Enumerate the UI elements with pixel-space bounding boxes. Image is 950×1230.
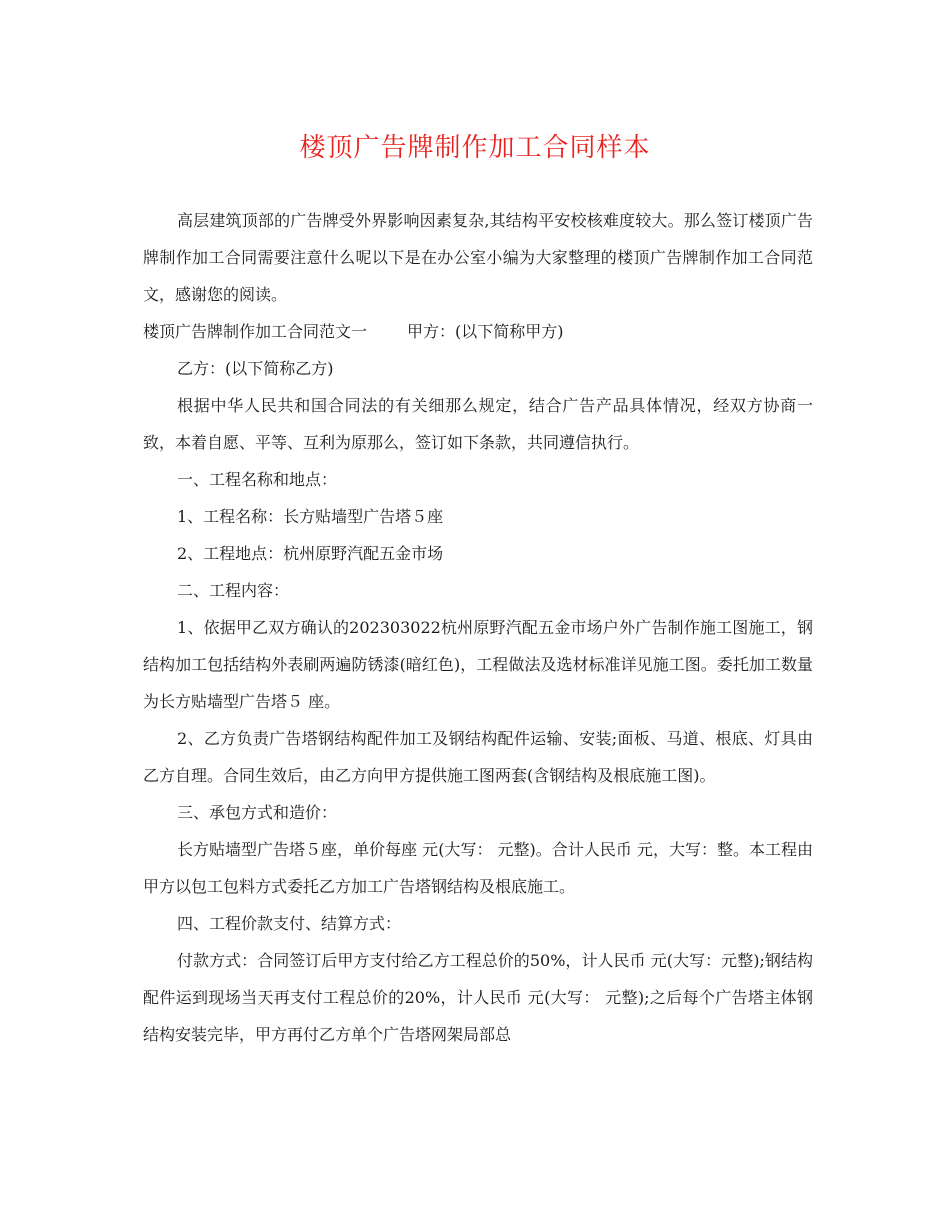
clause-3-heading: 三、承包方式和造价： — [177, 803, 338, 822]
clause-1-heading: 一、工程名称和地点： — [177, 470, 338, 489]
clause-4-item-1: 付款方式：合同签订后甲方支付给乙方工程总价的50%，计人民币 元(大写：元整);钢结构配件运到现场当天再支付工程总价的20%，计人民币 元(大写： 元整);之后每个广告塔主体钢结构安装完毕，甲方再付乙方单个广告塔网架局部总 — [143, 951, 813, 1044]
document-title: 楼顶广告牌制作加工合同样本 — [299, 133, 651, 163]
section-heading-line — [143, 313, 813, 350]
party-a: 甲方：(以下简称甲方) — [407, 322, 564, 341]
clause-2-heading: 二、工程内容： — [177, 581, 290, 600]
clause-1-item-1: 1、工程名称：长方贴墙型广告塔５座 — [177, 507, 444, 526]
intro-paragraph: 高层建筑顶部的广告牌受外界影响因素复杂,其结构平安校核难度较大。那么签订楼顶广告牌制作加工合同需要注意什么呢以下是在办公室小编为大家整理的楼顶广告牌制作加工合同范文，感谢您的阅读。 — [143, 211, 813, 304]
clause-1-item-2: 2、工程地点：杭州原野汽配五金市场 — [177, 544, 444, 563]
clause-2-item-1: 1、依据甲乙双方确认的202303022杭州原野汽配五金市场户外广告制作施工图施工，钢结构加工包括结构外表刷两遍防锈漆(暗红色)，工程做法及选材标准详见施工图。委托加工数量为长方贴墙型广告塔５ 座。 — [143, 618, 813, 711]
preamble-paragraph: 根据中华人民共和国合同法的有关细那么规定，结合广告产品具体情况，经双方协商一致，本着自愿、平等、互利为原那么，签订如下条款，共同遵信执行。 — [143, 396, 813, 452]
party-b: 乙方：(以下简称乙方) — [177, 359, 334, 378]
clause-3-item-1: 长方贴墙型广告塔５座，单价每座 元(大写： 元整)。合计人民币 元，大写：整。本工程由甲方以包工包料方式委托乙方加工广告塔钢结构及根底施工。 — [143, 840, 813, 896]
clause-2-item-2: 2、乙方负责广告塔钢结构配件加工及钢结构配件运输、安装;面板、马道、根底、灯具由乙方自理。合同生效后，由乙方向甲方提供施工图两套(含钢结构及根底施工图)。 — [143, 729, 813, 785]
clause-4-heading: 四、工程价款支付、结算方式： — [177, 914, 402, 933]
section-heading: 楼顶广告牌制作加工合同范文一 — [143, 322, 368, 341]
document-body — [143, 202, 813, 1053]
